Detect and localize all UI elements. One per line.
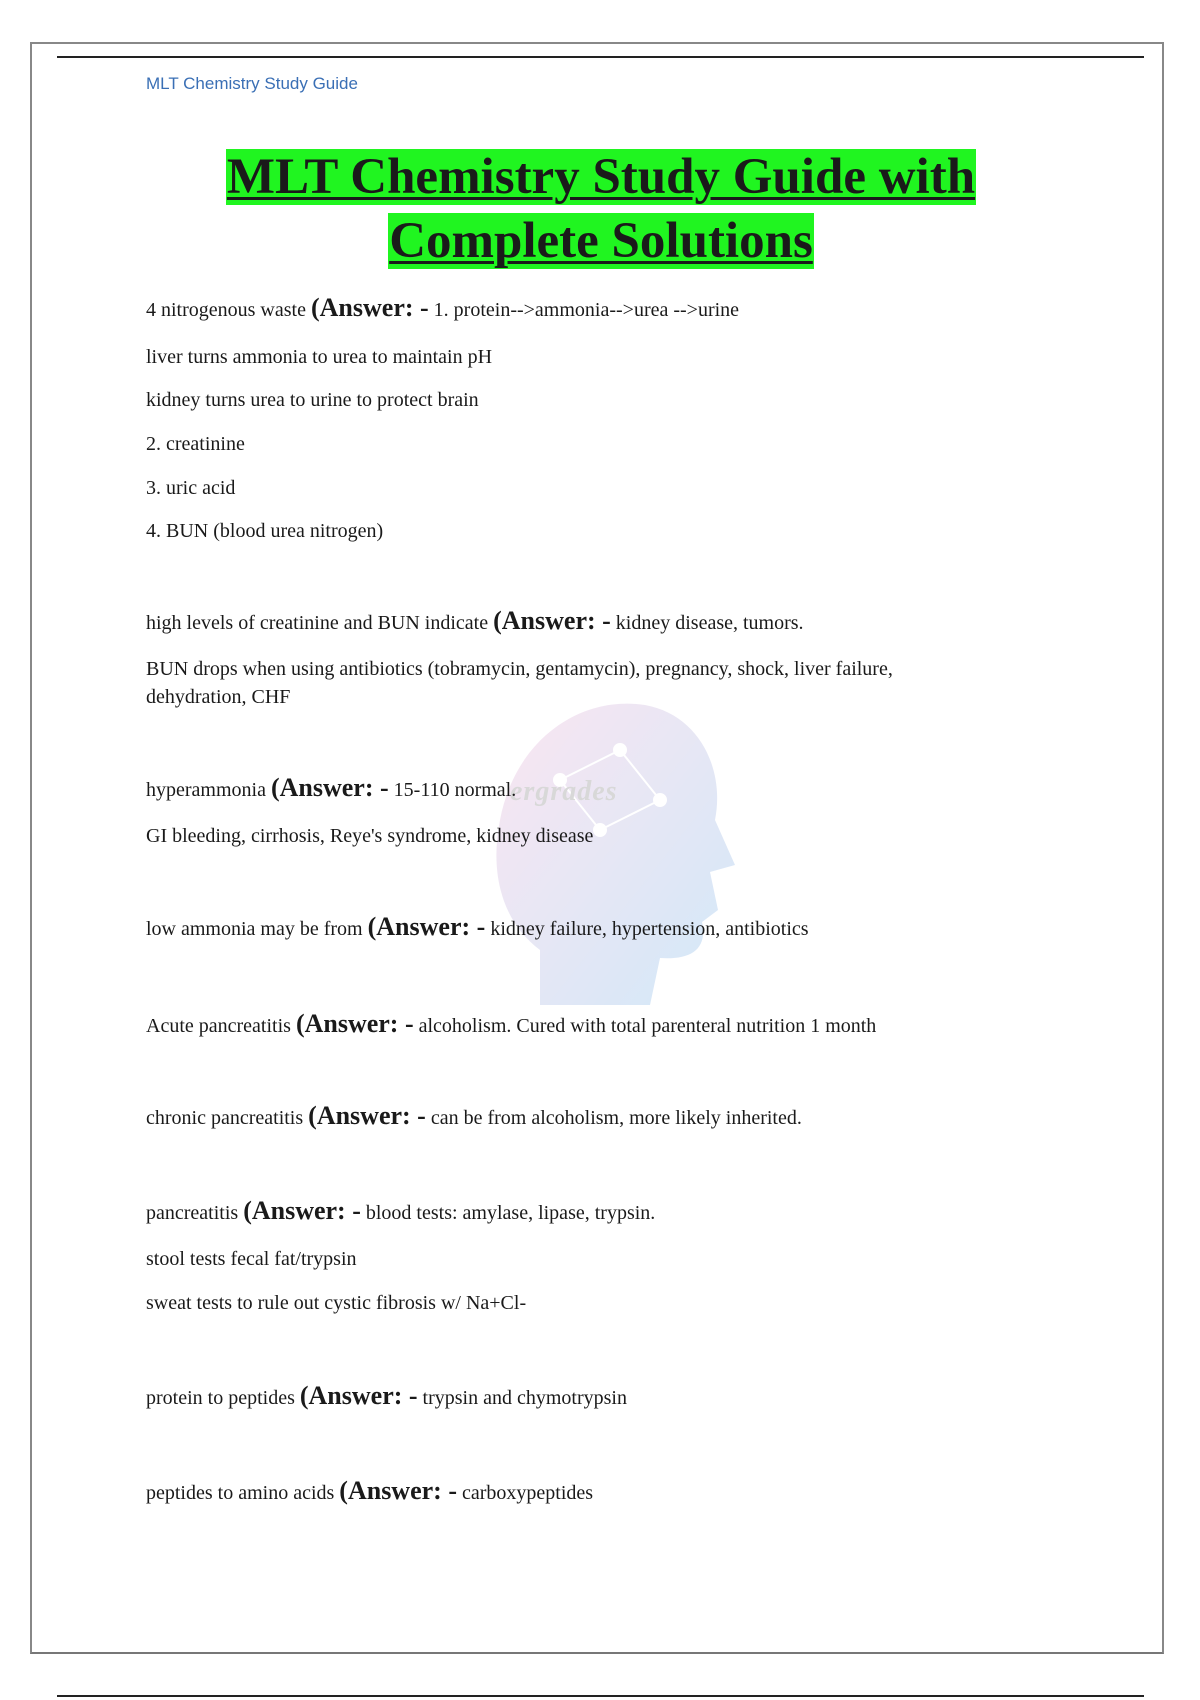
entry-question: 4 nitrogenous waste (Answer: - 1. protein-->ammonia-->urea -->urine bbox=[146, 293, 740, 322]
entry-question: low ammonia may be from (Answer: - kidney failure, hypertension, antibiotics bbox=[146, 912, 809, 941]
entry-note: kidney turns urea to urine to protect brain bbox=[146, 389, 479, 411]
answer-marker: (Answer: - bbox=[299, 1381, 418, 1410]
entry-question: chronic pancreatitis (Answer: - can be from alcoholism, more likely inherited. bbox=[146, 1101, 802, 1130]
entry-note: GI bleeding, cirrhosis, Reye's syndrome, kidney disease bbox=[146, 825, 594, 847]
answer-marker: (Answer: - bbox=[295, 1009, 414, 1038]
entry-note: liver turns ammonia to urea to maintain pH bbox=[146, 346, 493, 368]
running-header: MLT Chemistry Study Guide bbox=[146, 74, 358, 93]
entry-note: sweat tests to rule out cystic fibrosis w/ Na+Cl- bbox=[146, 1292, 527, 1314]
entry-question: Acute pancreatitis (Answer: - alcoholism. Cured with total parenteral nutrition 1 month bbox=[146, 1009, 877, 1038]
answer-marker: (Answer: - bbox=[308, 1101, 426, 1130]
entry-note: 3. uric acid bbox=[146, 477, 236, 499]
header-rule bbox=[57, 56, 1144, 58]
entry-note: 2. creatinine bbox=[146, 433, 245, 455]
answer-marker: (Answer: - bbox=[270, 773, 389, 802]
title-line-2: Complete Solutions bbox=[389, 213, 813, 269]
footer-rule bbox=[57, 1695, 1144, 1697]
answer-marker: (Answer: - bbox=[367, 912, 486, 941]
watermark-text: ergrades bbox=[510, 776, 618, 807]
answer-marker: (Answer: - bbox=[493, 606, 611, 635]
entry-question: high levels of creatinine and BUN indicate (Answer: - kidney disease, tumors. bbox=[146, 606, 804, 635]
entry-question: hyperammonia (Answer: - 15-110 normal. bbox=[146, 773, 517, 802]
entry-note: stool tests fecal fat/trypsin bbox=[146, 1248, 357, 1270]
title-line-1: MLT Chemistry Study Guide with bbox=[226, 149, 976, 205]
document-title bbox=[146, 145, 1056, 273]
entry-question: pancreatitis (Answer: - blood tests: amylase, lipase, trypsin. bbox=[146, 1196, 656, 1225]
entry-question: peptides to amino acids (Answer: - carboxypeptides bbox=[146, 1476, 594, 1505]
answer-marker: (Answer: - bbox=[339, 1476, 457, 1505]
entry-question: protein to peptides (Answer: - trypsin and chymotrypsin bbox=[146, 1381, 627, 1410]
entry-note: 4. BUN (blood urea nitrogen) bbox=[146, 520, 384, 542]
entry-note: BUN drops when using antibiotics (tobramycin, gentamycin), pregnancy, shock, liver failure, dehydration, CHF bbox=[146, 658, 893, 708]
answer-marker: (Answer: - bbox=[310, 293, 429, 322]
answer-marker: (Answer: - bbox=[243, 1196, 361, 1225]
